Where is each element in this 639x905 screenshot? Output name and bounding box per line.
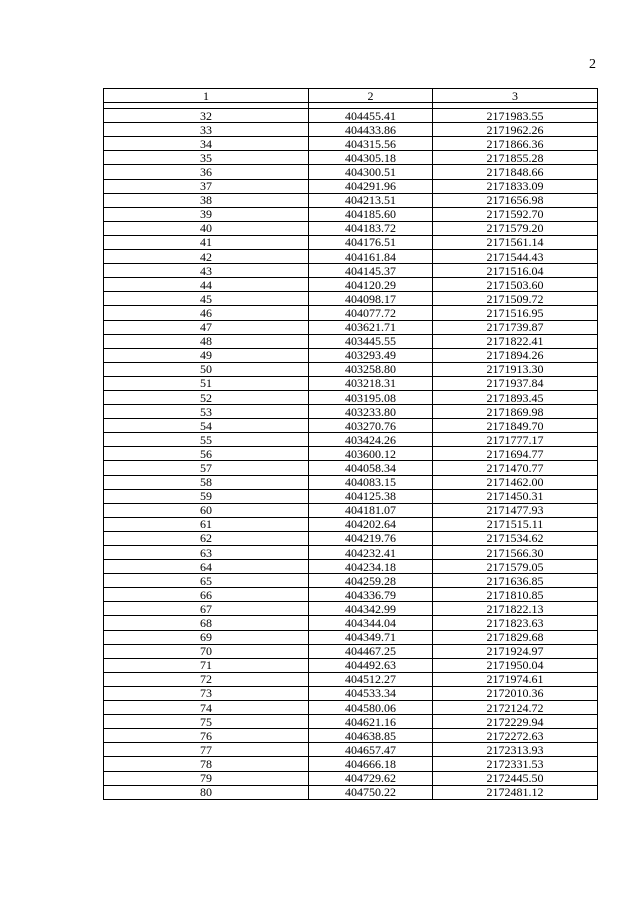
table-row: [104, 574, 598, 588]
point-number-cell: 45: [104, 292, 309, 306]
y-coordinate-cell: 2171822.41: [433, 334, 598, 348]
y-coordinate-cell: 2171477.93: [433, 503, 598, 517]
x-coordinate-cell: 403293.49: [309, 348, 433, 362]
x-coordinate-cell: 404344.04: [309, 616, 433, 630]
y-coordinate-cell: 2172313.93: [433, 743, 598, 757]
x-coordinate-cell: 404433.86: [309, 123, 433, 137]
y-coordinate-cell: 2171855.28: [433, 151, 598, 165]
y-coordinate-cell: 2171937.84: [433, 376, 598, 390]
x-coordinate-cell: 403233.80: [309, 405, 433, 419]
y-coordinate-cell: 2171894.26: [433, 348, 598, 362]
point-number-cell: 47: [104, 320, 309, 334]
y-coordinate-cell: 2171822.13: [433, 602, 598, 616]
point-number-cell: 66: [104, 588, 309, 602]
point-number-cell: 48: [104, 334, 309, 348]
table-row: [104, 701, 598, 715]
point-number-cell: 33: [104, 123, 309, 137]
point-number-cell: 37: [104, 179, 309, 193]
x-coordinate-cell: 404342.99: [309, 602, 433, 616]
point-number-cell: 56: [104, 447, 309, 461]
y-coordinate-cell: 2171983.55: [433, 109, 598, 123]
y-coordinate-cell: 2171849.70: [433, 419, 598, 433]
point-number-cell: 50: [104, 362, 309, 376]
y-coordinate-cell: 2171656.98: [433, 193, 598, 207]
point-number-cell: 49: [104, 348, 309, 362]
y-coordinate-cell: 2171636.85: [433, 574, 598, 588]
point-number-cell: 72: [104, 672, 309, 686]
table-row: [104, 334, 598, 348]
x-coordinate-cell: 404232.41: [309, 546, 433, 560]
x-coordinate-cell: 404666.18: [309, 757, 433, 771]
x-coordinate-cell: 404125.38: [309, 489, 433, 503]
point-number-cell: 38: [104, 193, 309, 207]
y-coordinate-cell: 2171579.20: [433, 221, 598, 235]
table-row: [104, 503, 598, 517]
y-coordinate-cell: 2172331.53: [433, 757, 598, 771]
x-coordinate-cell: 404234.18: [309, 560, 433, 574]
table-row: [104, 264, 598, 278]
y-coordinate-cell: 2172272.63: [433, 729, 598, 743]
y-coordinate-cell: 2172010.36: [433, 686, 598, 700]
page-number: 2: [589, 57, 596, 72]
table-row: [104, 715, 598, 729]
x-coordinate-cell: 403195.08: [309, 390, 433, 404]
table-row: [104, 165, 598, 179]
y-coordinate-cell: 2171579.05: [433, 560, 598, 574]
table-row: [104, 390, 598, 404]
x-coordinate-cell: 404176.51: [309, 235, 433, 249]
y-coordinate-cell: 2171866.36: [433, 137, 598, 151]
point-number-cell: 78: [104, 757, 309, 771]
table-row: [104, 123, 598, 137]
table-row: [104, 757, 598, 771]
y-coordinate-cell: 2171823.63: [433, 616, 598, 630]
point-number-cell: 77: [104, 743, 309, 757]
x-coordinate-cell: 404213.51: [309, 193, 433, 207]
y-coordinate-cell: 2171516.04: [433, 264, 598, 278]
x-coordinate-cell: 404533.34: [309, 686, 433, 700]
x-coordinate-cell: 404580.06: [309, 701, 433, 715]
point-number-cell: 68: [104, 616, 309, 630]
table-row: [104, 137, 598, 151]
point-number-cell: 51: [104, 376, 309, 390]
point-number-cell: 35: [104, 151, 309, 165]
y-coordinate-cell: 2171869.98: [433, 405, 598, 419]
point-number-cell: 32: [104, 109, 309, 123]
table-row: [104, 461, 598, 475]
point-number-cell: 65: [104, 574, 309, 588]
table-row: [104, 292, 598, 306]
point-number-cell: 43: [104, 264, 309, 278]
point-number-cell: 39: [104, 207, 309, 221]
x-coordinate-cell: 404291.96: [309, 179, 433, 193]
point-number-cell: 58: [104, 475, 309, 489]
x-coordinate-cell: 404058.34: [309, 461, 433, 475]
point-number-cell: 74: [104, 701, 309, 715]
table-row: [104, 672, 598, 686]
point-number-cell: 60: [104, 503, 309, 517]
y-coordinate-cell: 2171833.09: [433, 179, 598, 193]
table-row: [104, 151, 598, 165]
x-coordinate-cell: 404621.16: [309, 715, 433, 729]
table-row: [104, 433, 598, 447]
y-coordinate-cell: 2171974.61: [433, 672, 598, 686]
table-row: [104, 250, 598, 264]
x-coordinate-cell: 404336.79: [309, 588, 433, 602]
x-coordinate-cell: 403218.31: [309, 376, 433, 390]
x-coordinate-cell: 404077.72: [309, 306, 433, 320]
y-coordinate-cell: 2171566.30: [433, 546, 598, 560]
x-coordinate-cell: 404202.64: [309, 517, 433, 531]
x-coordinate-cell: 404750.22: [309, 785, 433, 799]
table-row: [104, 447, 598, 461]
point-number-cell: 80: [104, 785, 309, 799]
y-coordinate-cell: 2172445.50: [433, 771, 598, 785]
point-number-cell: 53: [104, 405, 309, 419]
x-coordinate-cell: 404492.63: [309, 658, 433, 672]
x-coordinate-cell: 404315.56: [309, 137, 433, 151]
table-row: [104, 207, 598, 221]
table-row: [104, 179, 598, 193]
point-number-cell: 46: [104, 306, 309, 320]
point-number-cell: 70: [104, 644, 309, 658]
x-coordinate-cell: 404729.62: [309, 771, 433, 785]
x-coordinate-cell: 404467.25: [309, 644, 433, 658]
column-header-x: 2: [309, 89, 433, 103]
y-coordinate-cell: 2171893.45: [433, 390, 598, 404]
table-row: [104, 419, 598, 433]
point-number-cell: 34: [104, 137, 309, 151]
point-number-cell: 57: [104, 461, 309, 475]
point-number-cell: 44: [104, 278, 309, 292]
point-number-cell: 79: [104, 771, 309, 785]
table-row: [104, 320, 598, 334]
x-coordinate-cell: 403258.80: [309, 362, 433, 376]
y-coordinate-cell: 2171810.85: [433, 588, 598, 602]
table-row: [104, 588, 598, 602]
x-coordinate-cell: 404305.18: [309, 151, 433, 165]
y-coordinate-cell: 2172229.94: [433, 715, 598, 729]
x-coordinate-cell: 403621.71: [309, 320, 433, 334]
y-coordinate-cell: 2171694.77: [433, 447, 598, 461]
point-number-cell: 54: [104, 419, 309, 433]
y-coordinate-cell: 2172124.72: [433, 701, 598, 715]
x-coordinate-cell: 404657.47: [309, 743, 433, 757]
x-coordinate-cell: 404638.85: [309, 729, 433, 743]
column-header-point: 1: [104, 89, 309, 103]
x-coordinate-cell: 404259.28: [309, 574, 433, 588]
x-coordinate-cell: 404098.17: [309, 292, 433, 306]
y-coordinate-cell: 2171534.62: [433, 531, 598, 545]
x-coordinate-cell: 404145.37: [309, 264, 433, 278]
table-row: [104, 109, 598, 123]
x-coordinate-cell: 404349.71: [309, 630, 433, 644]
table-row: [104, 658, 598, 672]
table-row: [104, 235, 598, 249]
point-number-cell: 73: [104, 686, 309, 700]
point-number-cell: 41: [104, 235, 309, 249]
point-number-cell: 69: [104, 630, 309, 644]
y-coordinate-cell: 2171950.04: [433, 658, 598, 672]
y-coordinate-cell: 2171924.97: [433, 644, 598, 658]
table-row: [104, 475, 598, 489]
table-row: [104, 729, 598, 743]
y-coordinate-cell: 2171515.11: [433, 517, 598, 531]
x-coordinate-cell: 404455.41: [309, 109, 433, 123]
table-row: [104, 348, 598, 362]
y-coordinate-cell: 2171450.31: [433, 489, 598, 503]
y-coordinate-cell: 2171962.26: [433, 123, 598, 137]
column-header-y: 3: [433, 89, 598, 103]
y-coordinate-cell: 2171503.60: [433, 278, 598, 292]
point-number-cell: 59: [104, 489, 309, 503]
table-row: [104, 221, 598, 235]
x-coordinate-cell: 404181.07: [309, 503, 433, 517]
point-number-cell: 71: [104, 658, 309, 672]
y-coordinate-cell: 2171516.95: [433, 306, 598, 320]
y-coordinate-cell: 2171561.14: [433, 235, 598, 249]
table-row: [104, 517, 598, 531]
table-row: [104, 193, 598, 207]
point-number-cell: 55: [104, 433, 309, 447]
table-row: [104, 785, 598, 799]
table-row: [104, 630, 598, 644]
x-coordinate-cell: 403424.26: [309, 433, 433, 447]
y-coordinate-cell: 2171913.30: [433, 362, 598, 376]
x-coordinate-cell: 404300.51: [309, 165, 433, 179]
x-coordinate-cell: 403270.76: [309, 419, 433, 433]
point-number-cell: 36: [104, 165, 309, 179]
y-coordinate-cell: 2171739.87: [433, 320, 598, 334]
x-coordinate-cell: 404083.15: [309, 475, 433, 489]
point-number-cell: 75: [104, 715, 309, 729]
point-number-cell: 52: [104, 390, 309, 404]
table-row: [104, 743, 598, 757]
y-coordinate-cell: 2172481.12: [433, 785, 598, 799]
x-coordinate-cell: 404512.27: [309, 672, 433, 686]
table-row: [104, 560, 598, 574]
table-row: [104, 546, 598, 560]
x-coordinate-cell: 404185.60: [309, 207, 433, 221]
header-row: [104, 89, 598, 103]
x-coordinate-cell: 404120.29: [309, 278, 433, 292]
point-number-cell: 40: [104, 221, 309, 235]
table-header: [104, 89, 598, 109]
table-row: [104, 489, 598, 503]
x-coordinate-cell: 404161.84: [309, 250, 433, 264]
x-coordinate-cell: 404183.72: [309, 221, 433, 235]
table-row: [104, 686, 598, 700]
y-coordinate-cell: 2171544.43: [433, 250, 598, 264]
table-row: [104, 616, 598, 630]
y-coordinate-cell: 2171829.68: [433, 630, 598, 644]
point-number-cell: 76: [104, 729, 309, 743]
table-row: [104, 376, 598, 390]
table-row: [104, 278, 598, 292]
y-coordinate-cell: 2171848.66: [433, 165, 598, 179]
y-coordinate-cell: 2171470.77: [433, 461, 598, 475]
table-row: [104, 306, 598, 320]
y-coordinate-cell: 2171509.72: [433, 292, 598, 306]
x-coordinate-cell: 403600.12: [309, 447, 433, 461]
point-number-cell: 42: [104, 250, 309, 264]
table-row: [104, 771, 598, 785]
y-coordinate-cell: 2171592.70: [433, 207, 598, 221]
table-row: [104, 531, 598, 545]
table-row: [104, 405, 598, 419]
y-coordinate-cell: 2171777.17: [433, 433, 598, 447]
coordinates-table: [103, 88, 598, 800]
point-number-cell: 64: [104, 560, 309, 574]
point-number-cell: 67: [104, 602, 309, 616]
x-coordinate-cell: 403445.55: [309, 334, 433, 348]
table-row: [104, 602, 598, 616]
point-number-cell: 62: [104, 531, 309, 545]
point-number-cell: 63: [104, 546, 309, 560]
x-coordinate-cell: 404219.76: [309, 531, 433, 545]
table-body: [104, 109, 598, 800]
table-row: [104, 644, 598, 658]
y-coordinate-cell: 2171462.00: [433, 475, 598, 489]
point-number-cell: 61: [104, 517, 309, 531]
table-row: [104, 362, 598, 376]
